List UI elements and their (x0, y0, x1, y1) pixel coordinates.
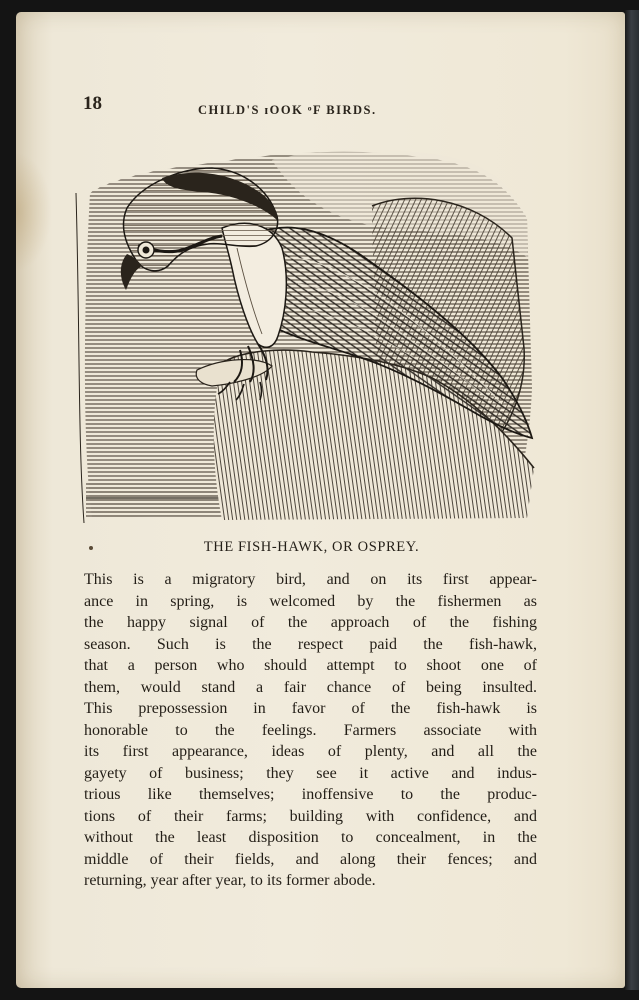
text-line: This prepossession in favor of the fish-hawk is (84, 700, 537, 717)
text-line: This is a migratory bird, and on its first appear- (84, 571, 537, 588)
text-line: its first appearance, ideas of plenty, and all the (84, 743, 537, 760)
text-line: middle of their fields, and along their fences; and (84, 850, 537, 868)
text-line: without the least disposition to concealment, in the (84, 829, 537, 846)
page-number: 18 (83, 93, 102, 114)
osprey-illustration (72, 138, 538, 531)
text-line: returning, year after year, to its former abode. (84, 872, 376, 889)
text-line: tions of their farms; building with confidence, and (84, 807, 537, 825)
illustration-caption: THE FISH-HAWK, OR OSPREY. (203, 539, 420, 555)
text-line: gayety of business; they see it active and indus- (84, 764, 537, 782)
paper-stain (16, 152, 52, 272)
running-head: CHILD'S ɪOOK ᵒF BIRDS. (198, 103, 377, 117)
text-line: honorable to the feelings. Farmers associate with (84, 721, 537, 739)
body-paragraph (84, 569, 537, 892)
text-line: season. Such is the respect paid the fish-hawk, (84, 635, 537, 653)
text-line: that a person who should attempt to shoot one of (84, 657, 537, 674)
osprey-woodcut-icon (72, 138, 538, 531)
text-line: the happy signal of the approach of the fishing (84, 614, 537, 631)
text-line: them, would stand a fair chance of being insulted. (84, 678, 537, 696)
text-line: trious like themselves; inoffensive to the produc- (84, 786, 537, 803)
binding-edge (625, 10, 639, 990)
text-line: ance in spring, is welcomed by the fishermen as (84, 592, 537, 610)
